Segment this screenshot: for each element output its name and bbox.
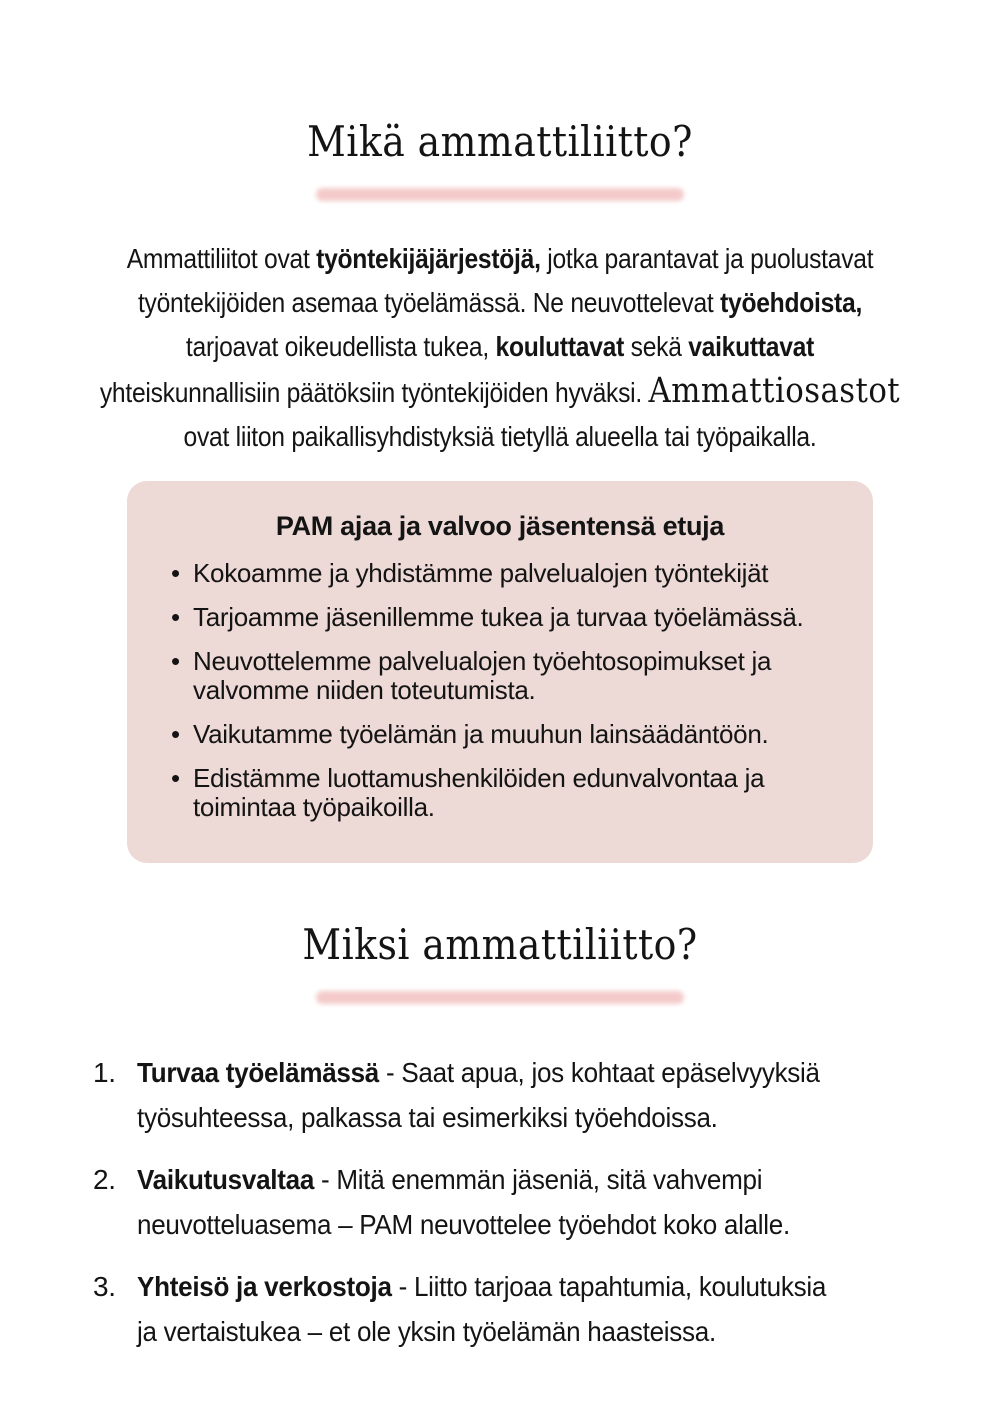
section-why-title: Miksi ammattiliitto? xyxy=(302,920,698,969)
pam-bullet-item: • Tarjoamme jäsenillemme tukea ja turvaa työelämässä. xyxy=(167,603,833,632)
section-why-header xyxy=(0,915,1000,1004)
reason-item xyxy=(93,1157,1000,1247)
accent-underline-bar xyxy=(316,188,684,201)
reason-number: 2. xyxy=(93,1164,116,1195)
intro-paragraph: Ammattiliitot ovat työntekijäjärjestöjä, jotka parantavat ja puolustavat työntekijöiden asemaa työelämässä. Ne neuvottelevat työehdoista, tarjoavat oikeudellista tukea, kouluttavat sekä vaikuttavat yhteiskunnallisiin päätöksiin työntekijöiden hyväksi. Ammattiosastot ovat liiton paikallisyhdistyksiä tietyllä alueella tai työpaikalla. xyxy=(99,243,901,452)
pam-bullet-item: • Vaikutamme työelämän ja muuhun lainsäädäntöön. xyxy=(167,720,833,749)
accent-underline-bar xyxy=(316,991,684,1004)
pam-bullet-item: • Kokoamme ja yhdistämme palvelualojen työntekijät xyxy=(167,559,833,588)
reason-text: Yhteisö ja verkostoja - Liitto tarjoaa tapahtumia, koulutuksia ja vertaistukea – et ole yksin työelämän haasteissa. xyxy=(137,1271,827,1347)
reason-number: 1. xyxy=(93,1057,116,1088)
pam-bullet-list xyxy=(167,559,833,822)
reason-text: Turvaa työelämässä - Saat apua, jos kohtaat epäselvyyksiä työsuhteessa, palkassa tai esimerkiksi työehdoissa. xyxy=(137,1057,820,1133)
reason-number: 3. xyxy=(93,1271,116,1302)
pam-box-title: PAM ajaa ja valvoo jäsentensä etuja xyxy=(275,511,725,541)
reasons-list xyxy=(93,1050,1000,1354)
reason-item xyxy=(93,1264,1000,1354)
pam-benefits-box xyxy=(127,481,873,863)
section-what-title: Mikä ammattiliitto? xyxy=(307,117,693,166)
pam-bullet-item: • Neuvottelemme palvelualojen työehtosopimukset ja valvomme niiden toteutumista. xyxy=(167,647,833,705)
reason-item xyxy=(93,1050,1000,1140)
pam-bullet-item: • Edistämme luottamushenkilöiden edunvalvontaa ja toimintaa työpaikoilla. xyxy=(167,764,833,822)
reason-text: Vaikutusvaltaa - Mitä enemmän jäseniä, sitä vahvempi neuvotteluasema – PAM neuvottelee työehdot koko alalle. xyxy=(137,1164,790,1240)
section-what-header xyxy=(0,112,1000,201)
